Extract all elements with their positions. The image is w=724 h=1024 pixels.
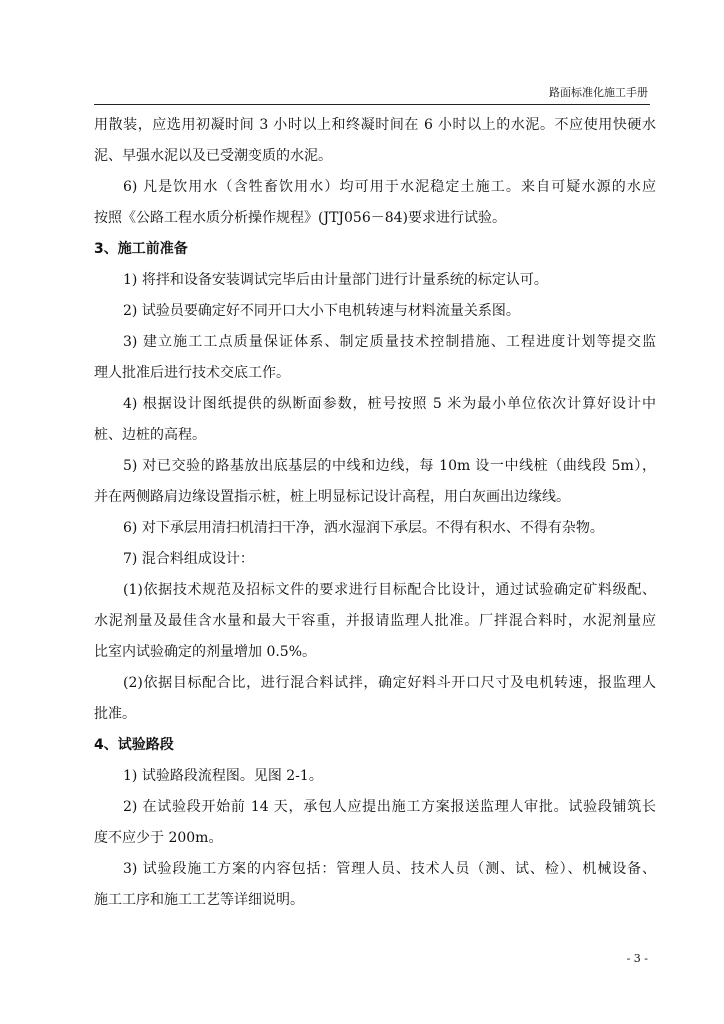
text-line: 并在两侧路肩边缘设置指示桩，桩上明显标记设计高程，用白灰画出边缘线。 bbox=[94, 489, 570, 505]
text-line: 5) 对已交验的路基放出底基层的中线和边线，每 10m 设一中线桩（曲线段 5m）， bbox=[123, 458, 656, 474]
text-line: (1)依据技术规范及招标文件的要求进行目标配合比设计，通过试验确定矿料级配、 bbox=[123, 582, 656, 598]
text-line: 6) 凡是饮用水（含牲畜饮用水）均可用于水泥稳定土施工。来自可疑水源的水应 bbox=[123, 179, 656, 195]
text-line: 泥、早强水泥以及已受潮变质的水泥。 bbox=[94, 148, 332, 164]
section-heading: 4、试验路段 bbox=[94, 737, 174, 753]
text-line: 1) 试验路段流程图。见图 2-1。 bbox=[123, 768, 323, 784]
text-line: 施工工序和施工工艺等详细说明。 bbox=[94, 892, 304, 908]
text-line: 2) 试验员要确定好不同开口大小下电机转速与材料流量关系图。 bbox=[123, 303, 520, 319]
text-line: (2)依据目标配合比，进行混合料试拌，确定好料斗开口尺寸及电机转速，报监理人 bbox=[123, 675, 656, 691]
text-line: 7) 混合料组成设计： bbox=[123, 551, 254, 567]
text-line: 1) 将拌和设备安装调试完毕后由计量部门进行计量系统的标定认可。 bbox=[123, 272, 548, 288]
page-number: - 3 - bbox=[626, 952, 648, 965]
text-line: 批准。 bbox=[94, 706, 136, 722]
text-line: 2) 在试验段开始前 14 天，承包人应提出施工方案报送监理人审批。试验段铺筑长 bbox=[123, 799, 656, 815]
text-line: 桩、边桩的高程。 bbox=[94, 427, 206, 443]
text-line: 度不应少于 200m。 bbox=[94, 830, 223, 846]
page-header-title: 路面标准化施工手册 bbox=[549, 86, 648, 99]
text-line: 3) 建立施工工点质量保证体系、制定质量技术控制措施、工程进度计划等提交监 bbox=[123, 334, 656, 350]
document-body bbox=[94, 110, 656, 916]
text-line: 4) 根据设计图纸提供的纵断面参数，桩号按照 5 米为最小单位依次计算好设计中 bbox=[123, 396, 656, 412]
text-line: 3) 试验段施工方案的内容包括：管理人员、技术人员（测、试、检）、机械设备、 bbox=[123, 861, 656, 877]
header-divider bbox=[94, 104, 650, 105]
text-line: 用散装，应选用初凝时间 3 小时以上和终凝时间在 6 小时以上的水泥。不应使用快硬水 bbox=[94, 117, 656, 133]
text-line: 理人批准后进行技术交底工作。 bbox=[94, 365, 290, 381]
section-heading: 3、施工前准备 bbox=[94, 241, 188, 257]
text-line: 比室内试验确定的剂量增加 0.5%。 bbox=[94, 644, 317, 660]
text-line: 水泥剂量及最佳含水量和最大干容重，并报请监理人批准。厂拌混合料时，水泥剂量应 bbox=[94, 613, 656, 629]
text-line: 6) 对下承层用清扫机清扫干净，洒水湿润下承层。不得有积水、不得有杂物。 bbox=[123, 520, 604, 536]
text-line: 按照《公路工程水质分析操作规程》(JTJ056－84)要求进行试验。 bbox=[94, 210, 507, 226]
